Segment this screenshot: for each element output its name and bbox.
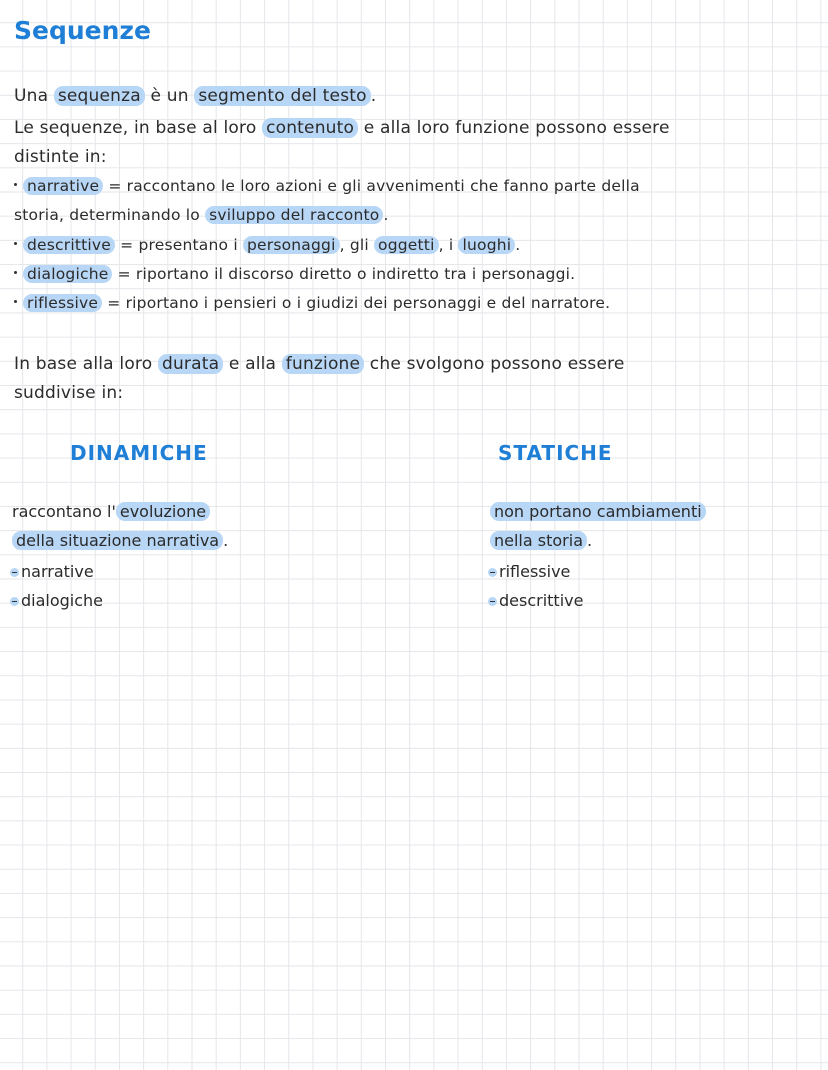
highlight-durata: durata [158,354,223,374]
statiche-line2: nella storia . [490,531,592,550]
highlight-storia: nella storia [490,531,587,550]
type-riflessive-line: riflessive = riportano i pensieri o i giudizi dei personaggi e del narratore. [12,294,610,312]
highlight-cambiamenti: non portano cambiamenti [490,502,706,521]
type-narrative-line1: narrative = raccontano le loro azioni e gli avvenimenti che fanno parte della [12,177,640,195]
dinamiche-line2: della situazione narrativa . [12,531,228,550]
list-item: riflessive [488,562,570,581]
bullet-icon [14,300,17,303]
highlight-sviluppo: sviluppo del racconto [205,206,383,224]
para2-line1: In base alla loro durata e alla funzione che svolgono possono essere [14,354,625,374]
bullet-icon [14,183,17,186]
bullet-icon [14,271,17,274]
term-dialogiche: dialogiche [23,265,112,283]
highlight-luoghi: luoghi [458,236,515,254]
intro-line: Una sequenza è un segmento del testo . [14,86,377,106]
highlight-personaggi: personaggi [243,236,340,254]
highlight-segmento: segmento del testo [194,86,370,106]
heading-statiche: STATICHE [498,441,613,465]
term-narrative: narrative [23,177,103,195]
highlight-funzione: funzione [282,354,364,374]
para1-line1: Le sequenze, in base al loro contenuto e alla loro funzione possono essere [14,118,670,138]
dash-icon [488,597,497,606]
bullet-icon [14,242,17,245]
highlight-situazione: della situazione narrativa [12,531,223,550]
term-riflessive: riflessive [23,294,102,312]
statiche-line1 [490,502,706,521]
list-item: dialogiche [10,591,103,610]
type-descrittive-line: descrittive = presentano i personaggi , gli oggetti , i luoghi . [12,236,520,254]
highlight-contenuto: contenuto [262,118,358,138]
para2-line2: suddivise in: [14,383,124,403]
highlight-sequenza: sequenza [54,86,145,106]
dash-icon [10,597,19,606]
list-item: descrittive [488,591,583,610]
highlight-evoluzione: evoluzione [116,502,210,521]
type-narrative-line2: storia, determinando lo sviluppo del racconto . [14,206,389,224]
dash-icon [10,568,19,577]
list-item: narrative [10,562,94,581]
dash-icon [488,568,497,577]
term-descrittive: descrittive [23,236,115,254]
heading-dinamiche: DINAMICHE [70,441,208,465]
highlight-oggetti: oggetti [374,236,439,254]
para1-line2: distinte in: [14,147,107,167]
dinamiche-line1: raccontano l' evoluzione [12,502,210,521]
page-title: Sequenze [14,16,151,45]
type-dialogiche-line: dialogiche = riportano il discorso diretto o indiretto tra i personaggi. [12,265,575,283]
